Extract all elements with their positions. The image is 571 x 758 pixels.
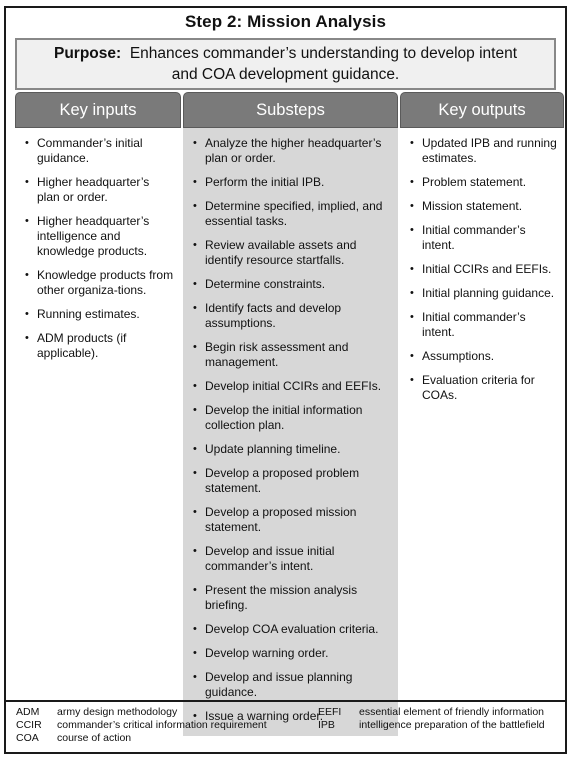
glossary-left [16,706,267,745]
key-input-item: • Higher headquarter’s plan or order. [23,175,175,205]
substep-item: • Develop COA evaluation criteria. [191,622,394,637]
glossary-entry [16,732,267,745]
purpose-line-2: and COA development guidance. [171,66,400,83]
substep-item: • Determine constraints. [191,277,394,292]
key-output-item: • Assumptions. [408,349,558,364]
key-input-item: • ADM products (if applicable). [23,331,175,361]
glossary-definition: essential element of friendly information [359,706,545,718]
substep-item: • Develop and issue initial commander’s intent. [191,544,394,574]
substep-item: • Begin risk assessment and management. [191,340,394,370]
substep-item: • Develop warning order. [191,646,394,661]
glossary-definition: course of action [57,732,132,744]
substep-item: • Develop the initial information collection plan. [191,403,394,433]
key-output-item: • Initial commander’s intent. [408,310,558,340]
key-inputs-header: Key inputs [15,92,181,128]
key-outputs-list [408,136,558,403]
key-output-item: • Initial planning guidance. [408,286,558,301]
key-output-item: • Problem statement. [408,175,558,190]
glossary-abbr: EEFI [318,706,342,718]
substep-item: • Identify facts and develop assumptions. [191,301,394,331]
substep-item: • Develop a proposed problem statement. [191,466,394,496]
key-output-item: • Initial CCIRs and EEFIs. [408,262,558,277]
glossary-abbr: CCIR [16,719,42,731]
key-outputs-body [400,128,564,418]
diagram-frame [4,6,567,754]
glossary-definition: army design methodology [57,706,178,718]
substep-item: • Develop a proposed mission statement. [191,505,394,535]
key-output-item: • Initial commander’s intent. [408,223,558,253]
substep-item: • Perform the initial IPB. [191,175,394,190]
glossary-divider [6,700,565,702]
glossary-definition: intelligence preparation of the battlefield [359,719,545,731]
purpose-label: Purpose: [54,45,122,62]
substeps-column [183,92,398,736]
key-input-item: • Knowledge products from other organiza-tions. [23,268,175,298]
glossary-entry [318,719,545,732]
key-input-item: • Running estimates. [23,307,175,322]
purpose-box [15,38,556,90]
key-input-item: • Higher headquarter’s intelligence and knowledge products. [23,214,175,259]
substeps-header: Substeps [183,92,398,128]
glossary-abbr: IPB [318,719,335,731]
substep-item: • Develop and issue planning guidance. [191,670,394,700]
key-inputs-column [15,92,181,376]
glossary-abbr: ADM [16,706,40,718]
glossary-entry [16,719,267,732]
substep-item: • Issue a warning order. [191,709,394,724]
substep-item: • Present the mission analysis briefing. [191,583,394,613]
glossary-definition: commander’s critical information requirement [57,719,267,731]
substep-item: • Develop initial CCIRs and EEFIs. [191,379,394,394]
diagram-title: Step 2: Mission Analysis [184,12,387,31]
key-inputs-body [15,128,181,376]
substep-item: • Review available assets and identify resource startfalls. [191,238,394,268]
substep-item: • Analyze the higher headquarter’s plan or order. [191,136,394,166]
substeps-body [183,128,398,736]
substeps-list [191,136,394,724]
glossary-right [318,706,545,732]
glossary-abbr: COA [16,732,39,744]
key-outputs-column [400,92,564,418]
key-output-item: • Evaluation criteria for COAs. [408,373,558,403]
glossary-entry [318,706,545,719]
glossary-entry [16,706,267,719]
substep-item: • Update planning timeline. [191,442,394,457]
key-output-item: • Mission statement. [408,199,558,214]
key-outputs-header: Key outputs [400,92,564,128]
purpose-line-1: Enhances commander’s understanding to develop intent [129,45,517,62]
key-output-item: • Updated IPB and running estimates. [408,136,558,166]
key-input-item: • Commander’s initial guidance. [23,136,175,166]
substep-item: • Determine specified, implied, and essential tasks. [191,199,394,229]
key-inputs-list [23,136,175,361]
